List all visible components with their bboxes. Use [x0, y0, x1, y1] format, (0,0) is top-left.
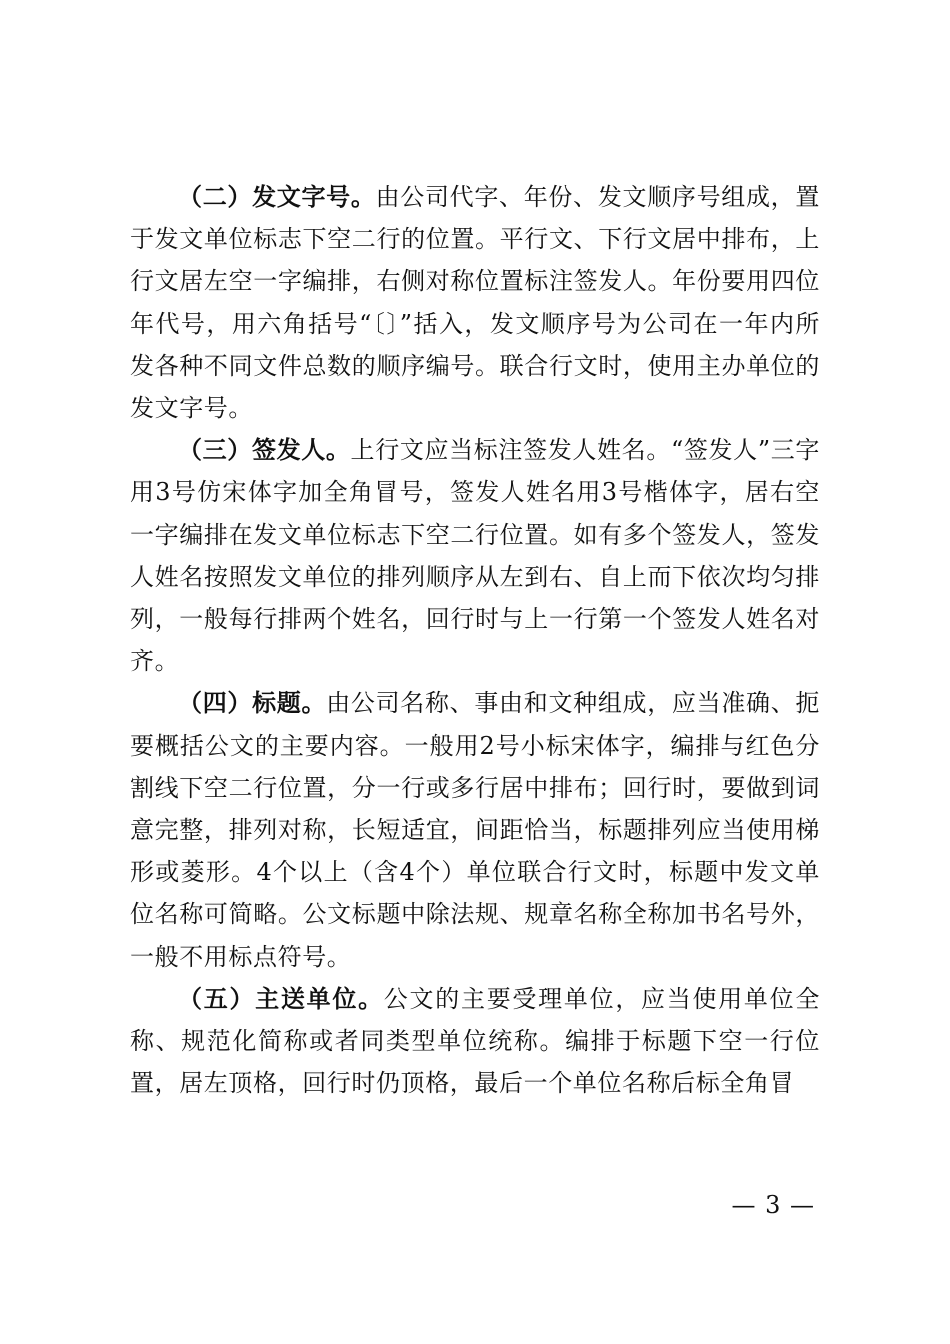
section-heading: （二）发文字号。 [178, 182, 376, 211]
paragraph-text: 上行文应当标注签发人姓名。“签发人”三字用3号仿宋体字加全角冒号，签发人姓名用3号楷体字，居右空一字编排在发文单位标志下空二行位置。如有多个签发人，签发人姓名按照发文单位的排列顺序从左到右、自上而下依次均匀排列，一般每行排两个姓名，回行时与上一行第一个签发人姓名对齐。 [130, 436, 820, 676]
section-heading: （五）主送单位。 [178, 983, 384, 1013]
document-body [130, 176, 820, 1104]
paragraph-main-recipient [130, 978, 820, 1105]
paragraph-text: 公文的主要受理单位，应当使用单位全称、规范化简称或者同类型单位统称。编排于标题下空一行位置，居左顶格，回行时仍顶格，最后一个单位名称后标全角冒 [130, 984, 820, 1098]
paragraph-signer [130, 429, 820, 682]
paragraph-title [130, 682, 820, 977]
paragraph-text: 由公司名称、事由和文种组成，应当准确、扼要概括公文的主要内容。一般用2号小标宋体字，编排与红色分割线下空二行位置，分一行或多行居中排布；回行时，要做到词意完整，排列对称，长短适宜，间距恰当，标题排列应当使用梯形或菱形。4个以上（含4个）单位联合行文时，标题中发文单位名称可简略。公文标题中除法规、规章名称全称加书名号外，一般不用标点符号。 [130, 689, 821, 971]
section-heading: （三）签发人。 [178, 435, 351, 465]
paragraph-document-number [130, 176, 820, 429]
page-number: — 3 — [731, 1191, 815, 1219]
section-heading: （四）标题。 [178, 688, 327, 718]
paragraph-text: 由公司代字、年份、发文顺序号组成，置于发文单位标志下空二行的位置。平行文、下行文居中排布，上行文居左空一字编排，右侧对称位置标注签发人。年份要用四位年代号，用六角括号“〔〕”括入，发文顺序号为公司在一年内所发各种不同文件总数的顺序编号。联合行文时，使用主办单位的发文字号。 [130, 183, 820, 423]
